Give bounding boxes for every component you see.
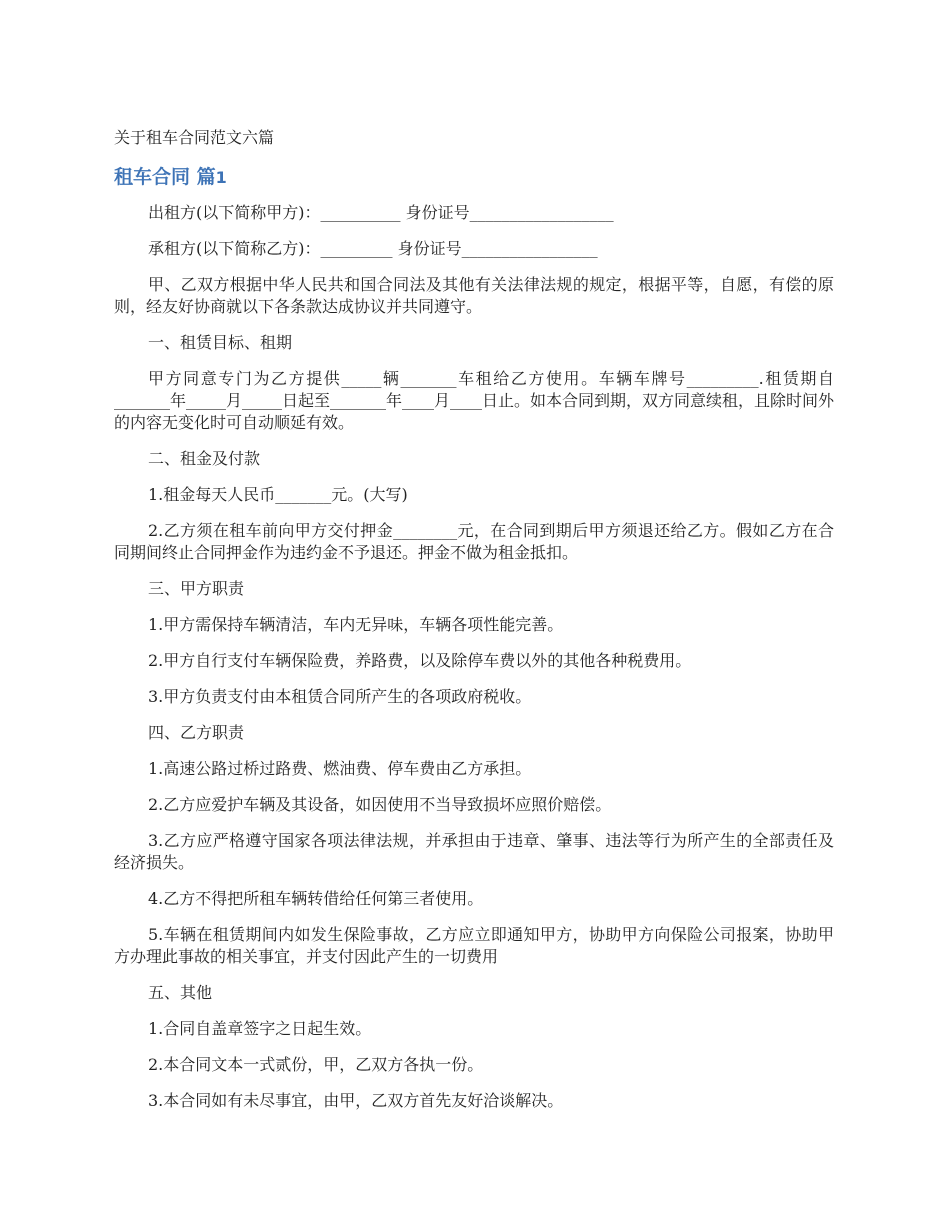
section-heading-number: 1 xyxy=(215,168,227,187)
section-title-rent: 二、租金及付款 xyxy=(148,449,261,468)
lessor-duty-3: 3.甲方负责支付由本租赁合同所产生的各项政府税收。 xyxy=(148,687,532,706)
lessee-duty-2: 2.乙方应爱护车辆及其设备，如因使用不当导致损坏应照价赔偿。 xyxy=(148,795,612,814)
other-clause-3: 3.本合同如有未尽事宜，由甲，乙双方首先友好洽谈解决。 xyxy=(148,1091,564,1110)
document-title: 关于租车合同范文六篇 xyxy=(114,128,275,147)
lessor-line: 出租方(以下简称甲方)：__________ 身份证号__________________ xyxy=(148,203,614,222)
lessee-duty-4: 4.乙方不得把所租车辆转借给任何第三者使用。 xyxy=(148,889,484,908)
other-clause-1: 1.合同自盖章签字之日起生效。 xyxy=(148,1019,372,1038)
section-title-lessee-duties: 四、乙方职责 xyxy=(148,723,245,742)
lessee-duty-3: 3.乙方应严格遵守国家各项法律法规，并承担由于违章、肇事、违法等行为所产生的全部责任及经济损失。 xyxy=(114,831,834,872)
lessee-line: 承租方(以下简称乙方)：_________ 身份证号_________________ xyxy=(148,239,598,258)
lease-term-paragraph: 甲方同意专门为乙方提供_____辆_______车租给乙方使用。车辆车牌号_________.租赁期自_______年_____月_____日起至_______年____月____日止。如本合同到期，双方同意续租，且除时间外的内容无变化时可自动顺延有效。 xyxy=(114,369,835,432)
other-clause-2: 2.本合同文本一式贰份，甲，乙双方各执一份。 xyxy=(148,1055,484,1074)
lessee-duty-1: 1.高速公路过桥过路费、燃油费、停车费由乙方承担。 xyxy=(148,759,532,778)
lessee-duty-5: 5.车辆在租赁期间内如发生保险事故，乙方应立即通知甲方，协助甲方向保险公司报案，协助甲方办理此事故的相关事宜，并支付因此产生的一切费用 xyxy=(114,925,834,966)
document-body xyxy=(114,202,834,1126)
rent-clause-2: 2.乙方须在租车前向甲方交付押金________元，在合同到期后甲方须退还给乙方。假如乙方在合同期间终止合同押金作为违约金不予退还。押金不做为租金抵扣。 xyxy=(114,521,834,562)
rent-clause-1: 1.租金每天人民币_______元。(大写) xyxy=(148,485,408,504)
lessor-duty-2: 2.甲方自行支付车辆保险费，养路费，以及除停车费以外的其他各种税费用。 xyxy=(148,651,692,670)
section-title-other: 五、其他 xyxy=(148,983,213,1002)
lessor-duty-1: 1.甲方需保持车辆清洁，车内无异味，车辆各项性能完善。 xyxy=(148,615,564,634)
preamble-paragraph: 甲、乙双方根据中华人民共和国合同法及其他有关法律法规的规定，根据平等，自愿，有偿的原则，经友好协商就以下各条款达成协议并共同遵守。 xyxy=(114,275,834,316)
section-heading-text: 租车合同 篇 xyxy=(114,166,216,188)
section-title-lease: 一、租赁目标、租期 xyxy=(148,333,293,352)
section-title-lessor-duties: 三、甲方职责 xyxy=(148,579,245,598)
section-heading xyxy=(114,164,227,191)
